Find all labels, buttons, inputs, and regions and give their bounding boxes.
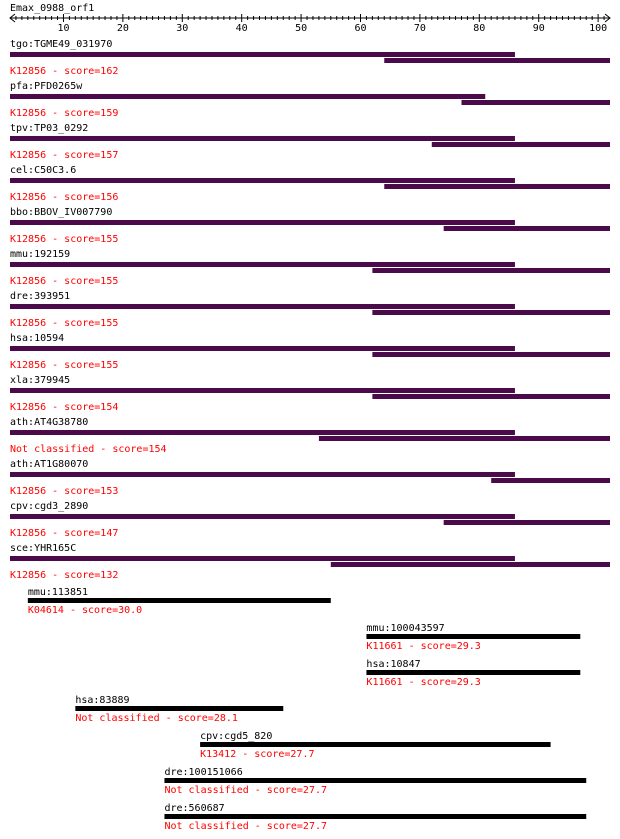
- hit-score-label: K12856 - score=154: [10, 402, 119, 413]
- single-hit-row: [164, 803, 586, 832]
- hit-gene-id: mmu:192159: [10, 249, 71, 260]
- hit-row: [10, 459, 610, 497]
- ruler-tick-label: 80: [473, 23, 486, 34]
- alignment-bar: [491, 478, 610, 483]
- hit-score-label: K12856 - score=159: [10, 108, 119, 119]
- ruler-tick-label: 60: [354, 23, 367, 34]
- hit-score-label: K12856 - score=132: [10, 570, 119, 581]
- alignment-bar: [366, 670, 580, 675]
- alignment-bar: [10, 304, 515, 309]
- hit-score-label: K12856 - score=155: [10, 276, 119, 287]
- single-hit-row: [164, 767, 586, 796]
- alignment-bar: [372, 310, 610, 315]
- hit-score-label: Not classified - score=27.7: [164, 821, 328, 832]
- hit-gene-id: hsa:83889: [75, 695, 130, 706]
- hit-gene-id: cpv:cgd5_820: [200, 731, 273, 742]
- ruler-tick-label: 30: [176, 23, 189, 34]
- hit-gene-id: mmu:113851: [27, 587, 89, 598]
- alignment-bar: [10, 472, 515, 477]
- alignment-bar: [10, 178, 515, 183]
- alignment-bar: [384, 58, 610, 63]
- single-hit-row: [75, 695, 283, 724]
- hit-gene-id: cpv:cgd3_2890: [10, 501, 89, 512]
- ruler-tick-label: 90: [532, 23, 545, 34]
- hit-row: [10, 123, 610, 161]
- alignment-bar: [372, 394, 610, 399]
- position-ruler: [10, 14, 610, 34]
- hit-score-label: Not classified - score=27.7: [164, 785, 328, 796]
- alignment-bar: [372, 268, 610, 273]
- alignment-bar: [366, 634, 580, 639]
- hit-score-label: K12856 - score=155: [10, 234, 119, 245]
- hit-gene-id: tpv:TP03_0292: [10, 123, 89, 134]
- alignment-bar: [10, 94, 485, 99]
- hit-gene-id: cel:C50C3.6: [10, 165, 77, 176]
- hit-gene-id: dre:100151066: [164, 767, 243, 778]
- hit-gene-id: bbo:BBOV_IV007790: [10, 207, 113, 218]
- alignment-bar: [10, 220, 515, 225]
- hit-gene-id: mmu:100043597: [366, 623, 445, 634]
- hit-row: [10, 417, 610, 455]
- alignment-bar: [164, 814, 586, 819]
- ruler-tick-label: 70: [413, 23, 426, 34]
- ruler-tick-label: 10: [57, 23, 70, 34]
- hit-score-label: K12856 - score=162: [10, 66, 119, 77]
- hit-gene-id: hsa:10847: [366, 659, 421, 670]
- alignment-bar: [10, 388, 515, 393]
- hit-row: [10, 165, 610, 203]
- alignment-bar: [331, 562, 610, 567]
- hit-row: [10, 291, 610, 329]
- alignment-bar: [75, 706, 283, 711]
- ruler-tick-label: 20: [116, 23, 129, 34]
- ruler-tick-label: 50: [295, 23, 308, 34]
- alignment-bar: [372, 352, 610, 357]
- ruler-tick-label: 100: [589, 23, 608, 34]
- hit-gene-id: tgo:TGME49_031970: [10, 39, 113, 50]
- hit-row: [10, 207, 610, 245]
- alignment-bar: [164, 778, 586, 783]
- hit-score-label: K12856 - score=155: [10, 360, 119, 371]
- hit-score-label: K12856 - score=155: [10, 318, 119, 329]
- hit-score-label: K13412 - score=27.7: [200, 749, 315, 760]
- hit-row: [10, 543, 610, 581]
- alignment-bar: [10, 52, 515, 57]
- hit-score-label: K12856 - score=147: [10, 528, 119, 539]
- hit-gene-id: dre:393951: [10, 291, 71, 302]
- alignment-bar: [461, 100, 610, 105]
- alignment-bar: [10, 430, 515, 435]
- alignment-bar: [444, 226, 610, 231]
- single-hit-row: [28, 587, 331, 616]
- alignment-bar: [10, 556, 515, 561]
- query-title: Emax_0988_orf1: [10, 3, 95, 14]
- hit-score-label: Not classified - score=28.1: [75, 713, 238, 724]
- hit-row: [10, 501, 610, 539]
- hit-gene-id: hsa:10594: [10, 333, 65, 344]
- hit-row: [10, 375, 610, 413]
- alignment-bar: [10, 514, 515, 519]
- hits-list: [10, 39, 610, 581]
- alignment-bar: [10, 346, 515, 351]
- hit-gene-id: pfa:PFD0265w: [10, 81, 83, 92]
- hit-row: [10, 81, 610, 119]
- hit-row: [10, 249, 610, 287]
- alignment-bar: [10, 262, 515, 267]
- hit-gene-id: xla:379945: [10, 375, 71, 386]
- hit-score-label: K11661 - score=29.3: [366, 641, 481, 652]
- alignment-bar: [319, 436, 610, 441]
- hit-score-label: K04614 - score=30.0: [27, 605, 143, 616]
- hit-row: [10, 333, 610, 371]
- hit-score-label: K11661 - score=29.3: [366, 677, 481, 688]
- hit-row: [10, 39, 610, 77]
- single-hits-list: [28, 587, 586, 832]
- ruler-tick-label: 40: [235, 23, 248, 34]
- single-hit-row: [200, 731, 550, 760]
- alignment-bar: [384, 184, 610, 189]
- single-hit-row: [366, 659, 580, 688]
- hit-score-label: K12856 - score=157: [10, 150, 119, 161]
- alignment-bar: [200, 742, 550, 747]
- hit-gene-id: ath:AT4G38780: [10, 417, 89, 428]
- hit-gene-id: ath:AT1G80070: [10, 459, 89, 470]
- alignment-bar: [10, 136, 515, 141]
- hit-gene-id: dre:560687: [164, 803, 225, 814]
- alignment-bar: [28, 598, 331, 603]
- alignment-bar: [444, 520, 610, 525]
- alignment-bar: [432, 142, 610, 147]
- hit-score-label: Not classified - score=154: [10, 444, 167, 455]
- single-hit-row: [366, 623, 580, 652]
- hit-score-label: K12856 - score=156: [10, 192, 119, 203]
- hit-score-label: K12856 - score=153: [10, 486, 119, 497]
- hit-gene-id: sce:YHR165C: [10, 543, 77, 554]
